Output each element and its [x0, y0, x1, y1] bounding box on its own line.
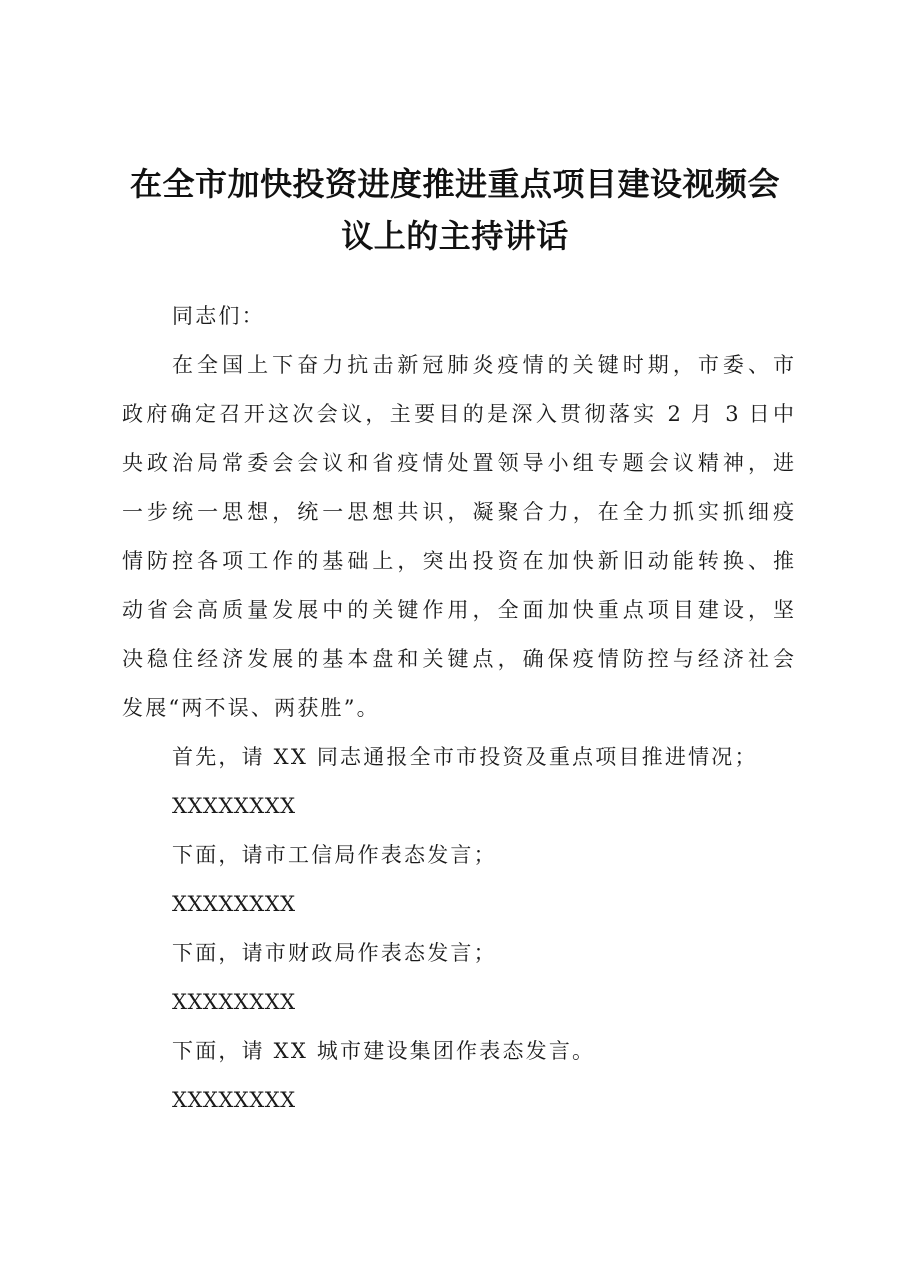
paragraph-line: 动省会高质量发展中的关键作用，全面加快重点项目建设，坚	[122, 598, 794, 622]
agenda-item: 首先，请 XX 同志通报全市市投资及重点项目推进情况；	[172, 745, 758, 769]
title-line-1: 在全市加快投资进度推进重点项目建设视频会	[129, 165, 780, 203]
agenda-item: 下面，请市财政局作表态发言；	[172, 941, 497, 965]
document-title	[110, 158, 800, 262]
salutation: 同志们：	[172, 304, 265, 328]
paragraph-line: 决稳住经济发展的基本盘和关键点，确保疫情防控与经济社会	[122, 647, 794, 671]
paragraph-line: 在全国上下奋力抗击新冠肺炎疫情的关键时期，市委、市	[172, 353, 794, 377]
placeholder-text: XXXXXXXX	[172, 794, 296, 818]
paragraph-line: 央政治局常委会会议和省疫情处置领导小组专题会议精神，进	[122, 451, 794, 475]
placeholder-text: XXXXXXXX	[172, 892, 296, 916]
paragraph-line: 政府确定召开这次会议，主要目的是深入贯彻落实 2 月 3 日中	[122, 402, 794, 426]
placeholder-text: XXXXXXXX	[172, 990, 296, 1014]
title-line-2: 议上的主持讲话	[341, 217, 569, 255]
paragraph-line: 情防控各项工作的基础上，突出投资在加快新旧动能转换、推	[122, 549, 794, 573]
intro-paragraph	[122, 341, 794, 733]
document-body	[122, 292, 794, 1125]
agenda-item: 下面，请 XX 城市建设集团作表态发言。	[172, 1039, 596, 1063]
agenda-item: 下面，请市工信局作表态发言；	[172, 843, 497, 867]
paragraph-line: 一步统一思想，统一思想共识，凝聚合力，在全力抓实抓细疫	[122, 500, 794, 524]
placeholder-text: XXXXXXXX	[172, 1088, 296, 1112]
paragraph-line: 发展“两不误、两获胜”。	[122, 696, 380, 720]
